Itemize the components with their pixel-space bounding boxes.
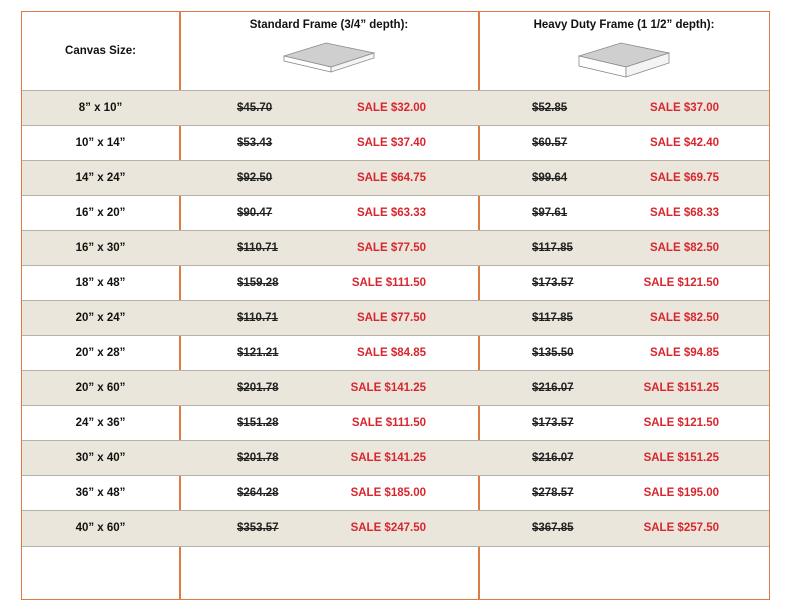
standard-sale-price: SALE $64.75 bbox=[356, 172, 426, 184]
heavy-duty-sale-price: SALE $82.50 bbox=[649, 312, 719, 324]
table-row bbox=[22, 405, 769, 441]
standard-sale-price: SALE $111.50 bbox=[351, 277, 426, 289]
table-row bbox=[22, 265, 769, 301]
canvas-size-header: Canvas Size: bbox=[65, 45, 136, 57]
standard-sale-price: SALE $32.00 bbox=[356, 102, 426, 114]
canvas-size-cell: 30” x 40” bbox=[75, 452, 126, 464]
standard-original-price: $53.43 bbox=[237, 137, 273, 149]
standard-sale-price: SALE $77.50 bbox=[356, 242, 426, 254]
standard-original-price: $121.21 bbox=[237, 347, 279, 359]
canvas-size-cell: 24” x 36” bbox=[75, 417, 126, 429]
standard-sale-price: SALE $37.40 bbox=[356, 137, 426, 149]
table-row bbox=[22, 335, 769, 371]
standard-sale-price: SALE $63.33 bbox=[356, 207, 426, 219]
table-row bbox=[22, 510, 769, 547]
standard-original-price: $92.50 bbox=[237, 172, 273, 184]
standard-original-price: $151.28 bbox=[237, 417, 279, 429]
heavy-duty-original-price: $60.57 bbox=[532, 137, 568, 149]
standard-original-price: $201.78 bbox=[237, 452, 279, 464]
standard-original-price: $353.57 bbox=[237, 522, 279, 534]
standard-frame-title: Standard Frame (3/4” depth): bbox=[249, 19, 409, 31]
table-row bbox=[22, 370, 769, 406]
standard-frame-header bbox=[180, 12, 478, 90]
standard-original-price: $110.71 bbox=[237, 242, 278, 254]
canvas-size-cell: 14” x 24” bbox=[75, 172, 126, 184]
canvas-size-cell: 40” x 60” bbox=[75, 522, 126, 534]
heavy-duty-frame-title: Heavy Duty Frame (1 1/2” depth): bbox=[533, 19, 715, 31]
heavy-duty-original-price: $278.57 bbox=[532, 487, 574, 499]
table-header bbox=[22, 12, 769, 90]
table-row bbox=[22, 300, 769, 336]
heavy-duty-sale-price: SALE $94.85 bbox=[649, 347, 719, 359]
table-row bbox=[22, 195, 769, 231]
heavy-duty-sale-price: SALE $82.50 bbox=[649, 242, 719, 254]
standard-sale-price: SALE $77.50 bbox=[356, 312, 426, 324]
heavy-duty-sale-price: SALE $195.00 bbox=[643, 487, 719, 499]
canvas-size-cell: 36” x 48” bbox=[75, 487, 126, 499]
standard-sale-price: SALE $111.50 bbox=[351, 417, 426, 429]
standard-sale-price: SALE $141.25 bbox=[350, 452, 426, 464]
table-row bbox=[22, 230, 769, 266]
heavy-duty-sale-price: SALE $69.75 bbox=[649, 172, 719, 184]
heavy-duty-sale-price: SALE $151.25 bbox=[643, 382, 719, 394]
heavy-duty-frame-header bbox=[479, 12, 769, 90]
standard-sale-price: SALE $247.50 bbox=[350, 522, 426, 534]
standard-frame-icon bbox=[281, 39, 377, 79]
table-row bbox=[22, 160, 769, 196]
canvas-size-cell: 20” x 28” bbox=[75, 347, 126, 359]
heavy-duty-original-price: $135.50 bbox=[532, 347, 574, 359]
canvas-size-cell: 16” x 30” bbox=[75, 242, 126, 254]
standard-original-price: $264.28 bbox=[237, 487, 279, 499]
canvas-size-cell: 20” x 60” bbox=[75, 382, 126, 394]
standard-original-price: $201.78 bbox=[237, 382, 279, 394]
canvas-size-cell: 18” x 48” bbox=[75, 277, 126, 289]
table-row bbox=[22, 475, 769, 511]
table-row bbox=[22, 440, 769, 476]
standard-original-price: $45.70 bbox=[237, 102, 273, 114]
heavy-duty-original-price: $117.85 bbox=[532, 312, 573, 324]
standard-sale-price: SALE $185.00 bbox=[350, 487, 426, 499]
price-table bbox=[21, 11, 770, 600]
canvas-size-cell: 16” x 20” bbox=[75, 207, 126, 219]
heavy-duty-frame-icon bbox=[576, 39, 672, 83]
heavy-duty-original-price: $117.85 bbox=[532, 242, 573, 254]
heavy-duty-sale-price: SALE $121.50 bbox=[643, 277, 719, 289]
standard-sale-price: SALE $141.25 bbox=[350, 382, 426, 394]
standard-original-price: $110.71 bbox=[237, 312, 278, 324]
heavy-duty-sale-price: SALE $121.50 bbox=[643, 417, 719, 429]
canvas-size-cell: 20” x 24” bbox=[75, 312, 126, 324]
heavy-duty-original-price: $52.85 bbox=[532, 102, 568, 114]
heavy-duty-original-price: $173.57 bbox=[532, 417, 574, 429]
heavy-duty-original-price: $99.64 bbox=[532, 172, 568, 184]
heavy-duty-sale-price: SALE $42.40 bbox=[649, 137, 719, 149]
heavy-duty-sale-price: SALE $257.50 bbox=[643, 522, 719, 534]
table-row bbox=[22, 90, 769, 126]
standard-sale-price: SALE $84.85 bbox=[356, 347, 426, 359]
heavy-duty-sale-price: SALE $151.25 bbox=[643, 452, 719, 464]
standard-original-price: $90.47 bbox=[237, 207, 273, 219]
table-row bbox=[22, 125, 769, 161]
canvas-size-cell: 10” x 14” bbox=[75, 137, 126, 149]
heavy-duty-original-price: $173.57 bbox=[532, 277, 574, 289]
standard-original-price: $159.28 bbox=[237, 277, 279, 289]
heavy-duty-original-price: $367.85 bbox=[532, 522, 574, 534]
heavy-duty-sale-price: SALE $37.00 bbox=[649, 102, 719, 114]
canvas-size-cell: 8” x 10” bbox=[78, 102, 123, 114]
heavy-duty-original-price: $216.07 bbox=[532, 382, 574, 394]
heavy-duty-sale-price: SALE $68.33 bbox=[649, 207, 719, 219]
heavy-duty-original-price: $97.61 bbox=[532, 207, 568, 219]
heavy-duty-original-price: $216.07 bbox=[532, 452, 574, 464]
